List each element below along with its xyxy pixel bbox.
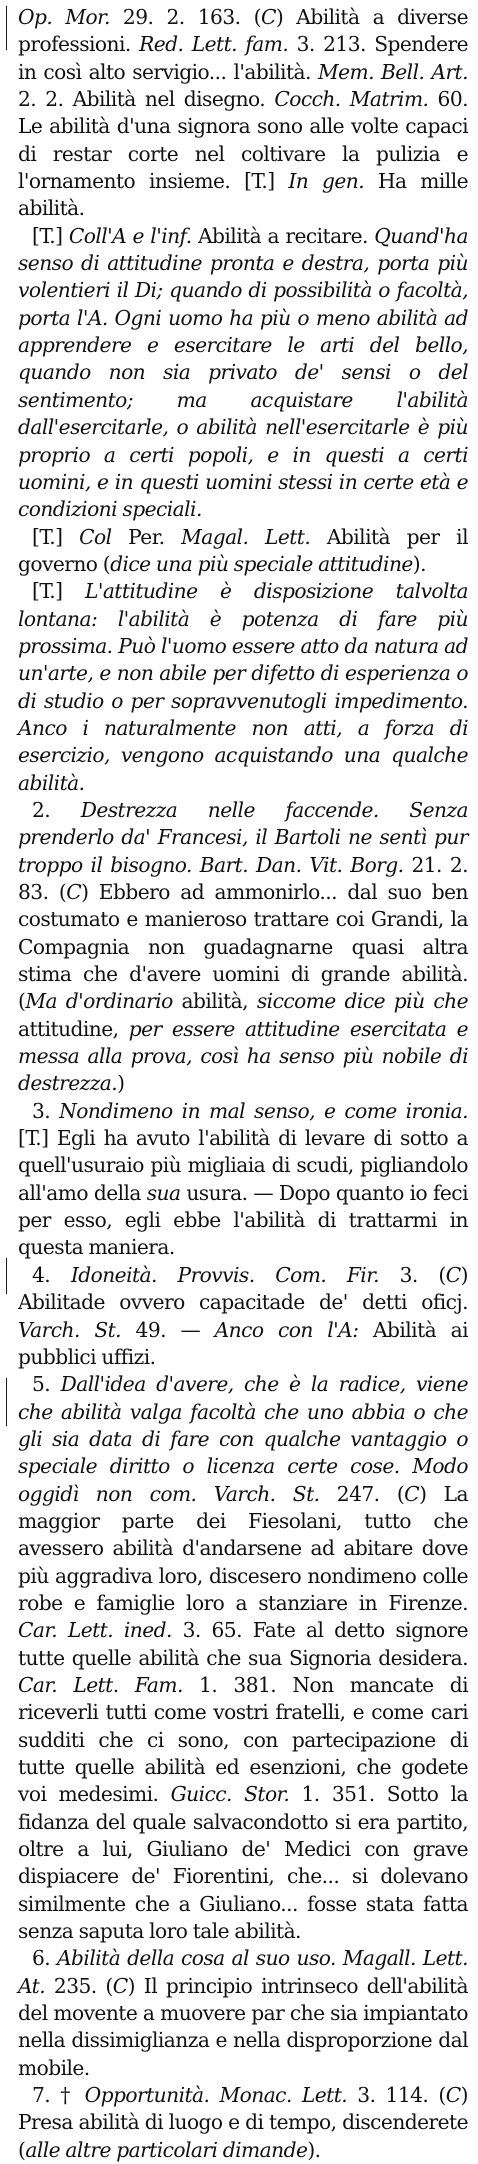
text-run: ) Il principio intrinseco dell'abilità del movente a muovere par che sia impiantato nella dissimiglianza e nella disproporzione dal mobile. (18, 1973, 469, 2080)
text-run: 235. ( (45, 1973, 113, 1998)
text-run: siccome dice più che (256, 989, 468, 1014)
text-run: Abilità ai pubblici uffizi. (18, 1317, 468, 1369)
text-run: 5. (32, 1372, 61, 1397)
text-run: Abilità per il governo ( (18, 524, 468, 576)
text-run: In gen. (288, 169, 365, 194)
text-run: Anco con l'A: (214, 1317, 359, 1342)
text-run: C (112, 1973, 128, 1998)
text-run: 1. 351. Sotto la fidanza del quale salvacondotto si era partito, oltre a lui, Giuliano de' Medici con grave dispiacere de' Fiorentini, che... si dolevano similmente che a Giuliano... fosse stata fatta senza saputa loro tale abilità. (18, 1782, 468, 1944)
entry-paragraph (18, 1262, 468, 1371)
text-run: Mem. Bell. Art. (317, 59, 468, 84)
text-run: C (260, 5, 276, 29)
text-run: 3. ( (378, 1262, 446, 1287)
text-run: Destrezza nelle faccende. Senza prenderlo da' Francesi, il Bartoli ne sentì pur troppo il bisogno. Bart. Dan. Vit. Borg. (18, 797, 469, 877)
text-run: Op. Mor. (18, 5, 110, 29)
entry-paragraph (18, 524, 468, 579)
text-run: ) (117, 1071, 125, 1096)
text-run: Per. (111, 524, 182, 549)
entry-paragraph (18, 1371, 468, 1945)
text-run: alle altre particolari dimande (25, 2137, 308, 2162)
entry-paragraph (18, 223, 468, 524)
text-run: ) Ebbero ad ammonirlo... dal suo ben costumato e manieroso trattare coi Grandi, la Compagnia non guadagnarne quasi altra stima che d'avere uomini di grande abilità. ( (18, 880, 469, 1014)
text-run: 2. (32, 797, 81, 822)
entry-paragraph (18, 4, 468, 223)
text-run: Dall'idea d'avere, che è la radice, viene che abilità valga facoltà che uno abbia o che gli sia data di fare con qualche vantaggio o speciale diritto o licenza certe cose. Modo oggidì non com. Varch. St. (18, 1372, 468, 1506)
text-run: usura. — Dopo quanto io feci per esso, egli ebbe l'abilità di trattarmi in questa maniera. (18, 1180, 468, 1260)
entry-text (18, 4, 468, 2164)
text-run: ) La maggior parte dei Fiesolani, tutto che avessero abilità d'andarsene ad abitare dove più aggradiva loro, discesero nondimeno colle robe e famiglie loro a stanziare in Firenze. (18, 1481, 469, 1615)
text-run: 21. 2. 83. ( (18, 852, 468, 904)
text-run: Guicc. Stor. (170, 1782, 290, 1807)
entry-paragraph (18, 578, 468, 797)
text-run: abilità, (172, 989, 257, 1014)
text-run: Varch. St. (18, 1317, 122, 1342)
text-run: 4. (32, 1262, 71, 1287)
text-run: C (404, 1481, 420, 1506)
text-run: 3. 114. ( (347, 2083, 446, 2108)
text-run: ) Abilitade ovvero capacitade de' detti oficj. (18, 1262, 468, 1315)
text-run: ) Abilità a diverse professioni. (18, 5, 468, 57)
text-run: 3. 213. Spendere in così alto servigio... l'abilità. (18, 32, 469, 84)
text-run: Ha mille abilità. (18, 169, 468, 221)
entry-paragraph (18, 1098, 468, 1262)
text-run: [T.] Egli ha avuto l'abilità di levare di sotto a quell'usuraio più migliaia di scudi, pigliandolo all'amo della (18, 1126, 468, 1205)
text-run: Abilità a recitare. (191, 223, 375, 248)
margin-rule (6, 1378, 7, 1426)
text-run: [T.] (32, 579, 85, 604)
text-run: 1. 381. Non mancate di riceverli tutti come vostri fratelli, e come cari sudditi che ci sono, con partecipazione di tutte quelle abilità ed esenzioni, che godete voi medesimi. (18, 1672, 468, 1807)
text-run: C (445, 1262, 461, 1287)
entry-paragraph (18, 2082, 468, 2164)
text-run: 3. 65. Fate al detto signore tutte quelle abilità che sua Signoria desidera. (18, 1618, 468, 1670)
margin-rule (6, 6, 7, 50)
text-run: Car. Lett. Fam. (18, 1672, 183, 1697)
entry-paragraph (18, 797, 468, 1098)
text-run: 49. — (121, 1317, 215, 1342)
text-run: Nondimeno in mal senso, e come ironia. (59, 1098, 469, 1123)
text-run: Opportunità. Monac. Lett. (84, 2083, 348, 2108)
text-run: ). (307, 2137, 321, 2162)
text-run: Quand'ha senso di attitudine pronta e destra, porta più volentieri il Di; quando di possibilità o facoltà, porta l'A. Ogni uomo ha più o meno abilità ad apprendere e esercitare le arti del bello, quando non sia privato de' sensi o del sentimento; ma acquistare l'abilità dall'esercitarle, o abilità nell'esercitarle è più proprio a certi popoli, e in questi a certi uomini, e in questi uomini stessi in certe età e condizioni speciali. (18, 223, 468, 522)
text-run: 6. (32, 1946, 58, 1971)
text-run: 2. 2. Abilità nel disegno. (18, 87, 275, 112)
text-run: Cocch. Matrim. (274, 87, 429, 112)
text-run: [T.] (32, 524, 80, 549)
text-run: C (445, 2083, 461, 2108)
text-run: 7. † (32, 2083, 85, 2108)
text-run: L'attitudine è disposizione talvolta lontana: l'abilità è potenza di fare più prossima. Può l'uomo essere atto da natura ad un'arte, e non abile per difetto di esperienza o di studio o per sopravvenutogli impedimento. Anco i naturalmente non atti, a forza di esercizio, vengono acquistando una qualche abilità. (18, 579, 468, 795)
text-run: Idoneità. Provvis. Com. Fir. (70, 1262, 379, 1287)
text-run: 29. 2. 163. ( (109, 5, 261, 29)
text-run: C (66, 880, 82, 904)
text-run: 247. ( (319, 1481, 405, 1506)
text-run: attitudine, (18, 1016, 129, 1041)
text-run: per essere attitudine esercitata e messa alla prova, così ha senso più nobile di destrezza. (18, 1016, 468, 1096)
text-run: Abilità della cosa al suo uso. Magall. Lett. At. (18, 1946, 468, 1998)
text-run: Car. Lett. ined. (18, 1618, 172, 1643)
text-run: sua (146, 1180, 181, 1205)
text-run: Red. Lett. fam. (139, 32, 289, 57)
text-run: Coll'A e l'inf. (68, 223, 192, 248)
text-run: dice una più speciale attitudine (110, 551, 413, 576)
text-run: 60. Le abilità d'una signora sono alle volte capaci di restar corte nel coltivare la pulizia e l'ornamento insieme. [T.] (18, 87, 468, 194)
margin-rule (6, 1258, 7, 1294)
entry-paragraph (18, 1945, 468, 2082)
text-run: [T.] (32, 223, 69, 248)
text-run: Magal. Lett. (181, 524, 311, 549)
text-run: ) Presa abilità di luogo e di tempo, discenderete ( (18, 2083, 468, 2162)
text-run: Ma d'ordinario (25, 989, 173, 1014)
text-run: Col (79, 524, 112, 549)
text-run: ). (412, 551, 426, 576)
text-run: 3. (32, 1098, 60, 1123)
